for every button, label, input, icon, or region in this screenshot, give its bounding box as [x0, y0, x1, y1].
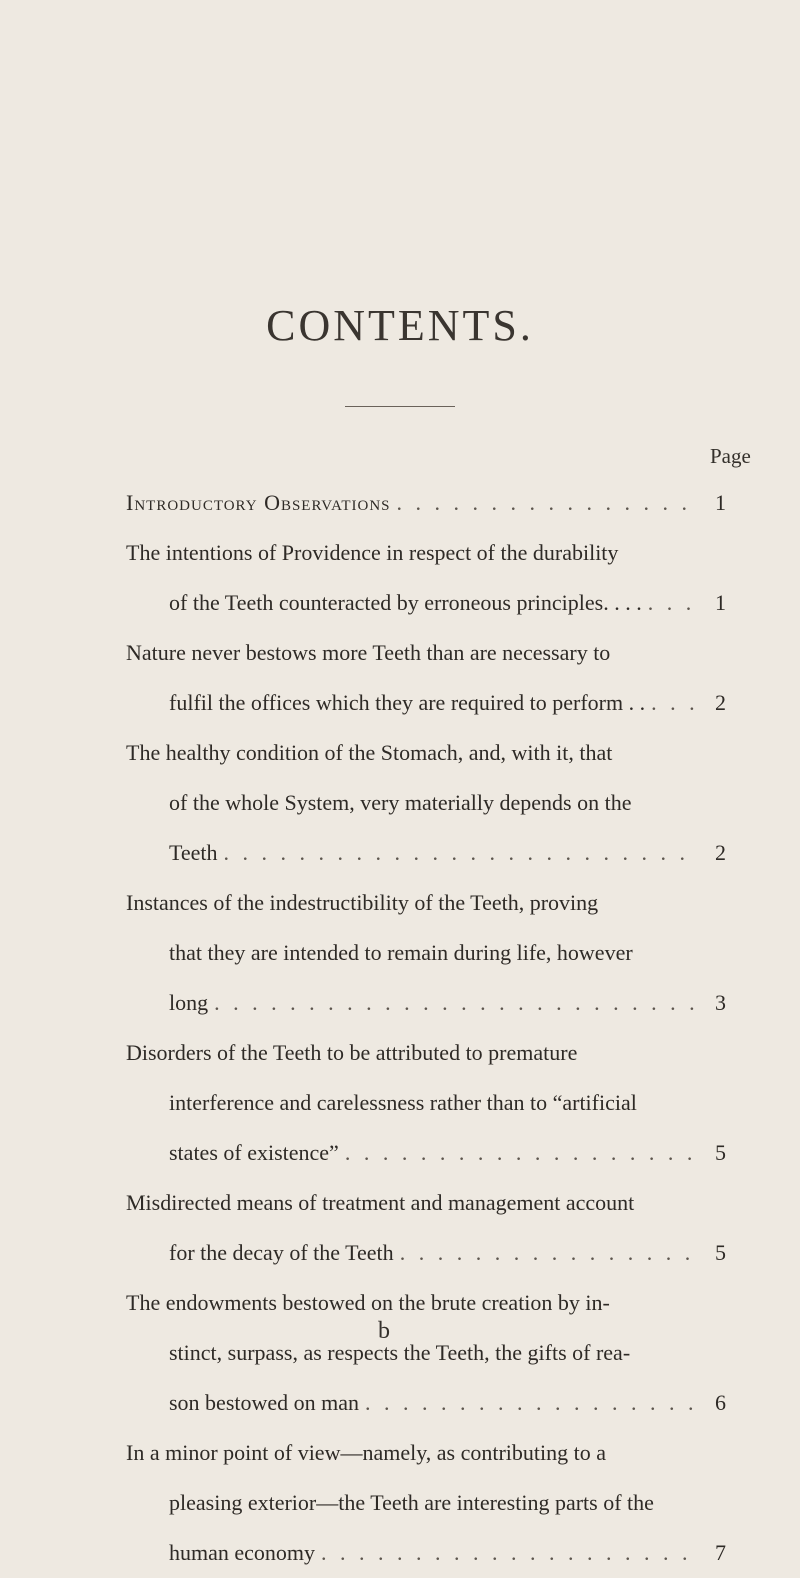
toc-entry-text: Introductory Observations	[126, 490, 391, 515]
toc-page-number: 2	[715, 690, 726, 715]
toc-page-number: 5	[715, 1140, 726, 1165]
toc-entry-text: son bestowed on man	[169, 1390, 360, 1415]
toc-entry	[126, 478, 726, 528]
toc-entry-text: of the whole System, very materially depends on the	[169, 790, 632, 815]
toc-entry-line	[126, 678, 726, 728]
toc-entry-line	[126, 1278, 726, 1328]
toc-page-number: 2	[715, 840, 726, 865]
toc-entry-text: Disorders of the Teeth to be attributed to premature	[126, 1040, 578, 1065]
toc-entry	[126, 1028, 726, 1178]
toc-entry-text: fulfil the offices which they are required to perform . .	[169, 690, 646, 715]
toc-page-number: 3	[715, 990, 726, 1015]
toc-entry-line	[126, 1428, 726, 1478]
toc-entry-line	[126, 828, 726, 878]
page-title: CONTENTS.	[266, 301, 534, 350]
toc-entry	[126, 1428, 726, 1578]
toc-entry-line	[126, 1178, 726, 1228]
toc-entry-text: pleasing exterior—the Teeth are interesting parts of the	[169, 1490, 654, 1515]
toc-entry-line	[126, 578, 726, 628]
toc-entry-text: for the decay of the Teeth	[169, 1240, 394, 1265]
toc-page-number: 6	[715, 1390, 726, 1415]
toc-entry-text: interference and carelessness rather than to “artificial	[169, 1090, 637, 1115]
toc-entry	[126, 528, 726, 628]
toc-entry-line	[126, 628, 726, 678]
toc-entry-text: The intentions of Providence in respect of the durability	[126, 540, 619, 565]
toc-entry-line	[126, 728, 726, 778]
toc-entry-line	[126, 528, 726, 578]
toc-entry	[126, 628, 726, 728]
leader-dots	[645, 678, 696, 728]
toc-entry-line	[126, 1328, 726, 1378]
toc-entry-line	[126, 1128, 726, 1178]
leader-dots	[218, 828, 696, 878]
toc-entry-line	[126, 1478, 726, 1528]
toc-entry-text: Instances of the indestructibility of the Teeth, proving	[126, 890, 599, 915]
title-rule	[345, 406, 455, 407]
leader-dots	[208, 978, 696, 1028]
toc-entry-text: that they are intended to remain during life, however	[169, 940, 633, 965]
toc-entry-line	[126, 478, 726, 528]
leader-dots	[391, 478, 697, 528]
toc-entry-text: Teeth	[169, 840, 218, 865]
toc-entry-line	[126, 978, 726, 1028]
toc-page-number: 7	[715, 1540, 726, 1565]
toc-entry-line	[126, 1378, 726, 1428]
toc-entry	[126, 728, 726, 878]
table-of-contents	[126, 478, 726, 1578]
toc-entry-line	[126, 928, 726, 978]
toc-page-number: 1	[715, 490, 726, 515]
toc-entry-text: Misdirected means of treatment and management account	[126, 1190, 635, 1215]
toc-entry-line	[126, 878, 726, 928]
toc-entry	[126, 1278, 726, 1428]
toc-entry-text: Nature never bestows more Teeth than are necessary to	[126, 640, 611, 665]
leader-dots	[315, 1528, 696, 1578]
toc-entry-text: The endowments bestowed on the brute creation by in-	[126, 1290, 610, 1315]
toc-entry	[126, 1178, 726, 1278]
toc-entry-text: long	[169, 990, 209, 1015]
leader-dots	[642, 578, 696, 628]
toc-entry-line	[126, 1078, 726, 1128]
toc-page-number: 1	[715, 590, 726, 615]
toc-entry-text: of the Teeth counteracted by erroneous principles. . . .	[169, 590, 642, 615]
toc-entry-text: The healthy condition of the Stomach, and, with it, that	[126, 740, 613, 765]
toc-page-number: 5	[715, 1240, 726, 1265]
leader-dots	[339, 1128, 696, 1178]
leader-dots	[394, 1228, 696, 1278]
signature-mark: b	[378, 1318, 390, 1344]
toc-entry-line	[126, 778, 726, 828]
toc-entry-line	[126, 1528, 726, 1578]
toc-entry-text: stinct, surpass, as respects the Teeth, the gifts of rea-	[169, 1340, 631, 1365]
toc-entry-line	[126, 1028, 726, 1078]
toc-entry-line	[126, 1228, 726, 1278]
toc-entry-text: human economy	[169, 1540, 316, 1565]
page-column-label: Page	[710, 444, 751, 468]
leader-dots	[359, 1378, 696, 1428]
toc-entry	[126, 878, 726, 1028]
toc-entry-text: In a minor point of view—namely, as contributing to a	[126, 1440, 607, 1465]
toc-entry-text: states of existence”	[169, 1140, 339, 1165]
